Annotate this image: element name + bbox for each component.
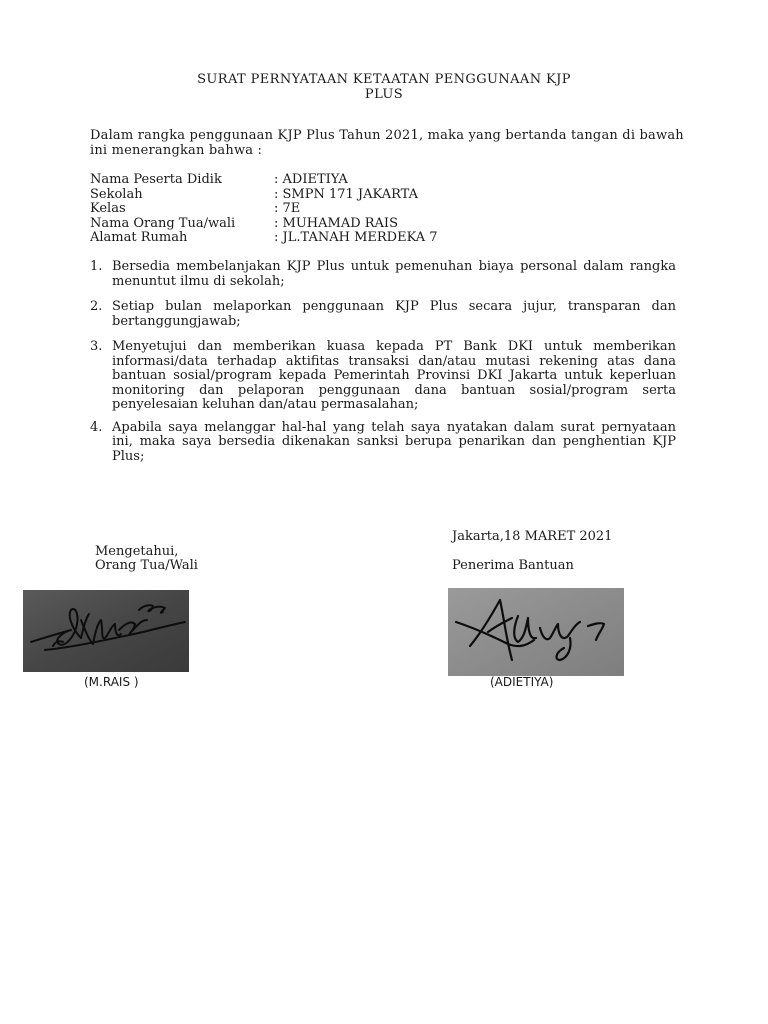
statement-number: 2.: [90, 299, 103, 314]
identity-label: Nama Orang Tua/wali: [90, 215, 236, 231]
statement-text: Apabila saya melanggar hal-hal yang telah saya nyatakan dalam surat pernyataan ini, maka saya bersedia dikenakan sanksi berupa penarikan dan penghentian KJP Plus;: [112, 419, 676, 464]
parent-signature-image: [23, 590, 189, 672]
acknowledge-label: Mengetahui,: [95, 544, 179, 559]
statement-item: [90, 260, 676, 289]
statement-text: Menyetujui dan memberikan kuasa kepada PT Bank DKI untuk memberikan informasi/data terhadap aktifitas transaksi dan/atau mutasi rekening atas dana bantuan sosial/program kepada Pemerintah Provinsi DKI Jakarta untuk keperluan monitoring dan pelaporan penggunaan dana bantuan sosial/program serta penyelesaian keluhan dan/atau permasalahan;: [112, 339, 676, 412]
recipient-name: (ADIETIYA): [490, 675, 554, 689]
identity-row-student: [90, 173, 438, 188]
title-line-2: PLUS: [364, 86, 404, 102]
identity-label: Alamat Rumah: [90, 230, 188, 245]
statement-number: 1.: [90, 259, 103, 274]
identity-label: Kelas: [90, 201, 126, 216]
identity-value: : 7E: [274, 201, 301, 216]
statement-text: Bersedia membelanjakan KJP Plus untuk pemenuhan biaya personal dalam rangka menuntut ilmu di sekolah;: [112, 259, 676, 289]
statement-number: 3.: [90, 339, 103, 354]
identity-row-class: [90, 202, 438, 217]
identity-label: Nama Peserta Didik: [90, 172, 222, 187]
statement-number: 4.: [90, 419, 103, 435]
recipient-label: Penerima Bantuan: [452, 558, 574, 573]
identity-row-parent: [90, 217, 438, 232]
recipient-signature-image: [448, 588, 624, 676]
parent-name: (M.RAIS ): [84, 675, 139, 689]
identity-value: : JL.TANAH MERDEKA 7: [274, 230, 438, 245]
identity-value: : ADIETIYA: [274, 172, 348, 187]
statement-list: [90, 260, 676, 475]
parent-label: Orang Tua/Wali: [95, 558, 198, 573]
title-line-1: SURAT PERNYATAAN KETAATAN PENGGUNAAN KJP: [197, 72, 571, 87]
identity-value: : MUHAMAD RAIS: [274, 215, 398, 231]
statement-item: [90, 300, 676, 329]
identity-value: : SMPN 171 JAKARTA: [274, 186, 419, 202]
identity-label: Sekolah: [90, 186, 143, 202]
identity-row-school: [90, 188, 438, 203]
statement-text: Setiap bulan melaporkan penggunaan KJP Plus secara jujur, transparan dan bertanggungjawab;: [112, 299, 676, 329]
identity-block: [90, 173, 438, 246]
statement-item: [90, 340, 676, 413]
intro-paragraph: Dalam rangka penggunaan KJP Plus Tahun 2021, maka yang bertanda tangan di bawah ini menerangkan bahwa :: [90, 128, 684, 158]
place-date: Jakarta,18 MARET 2021: [452, 529, 613, 544]
statement-item: [90, 421, 676, 465]
document-title: [0, 73, 768, 102]
identity-row-address: [90, 231, 438, 246]
